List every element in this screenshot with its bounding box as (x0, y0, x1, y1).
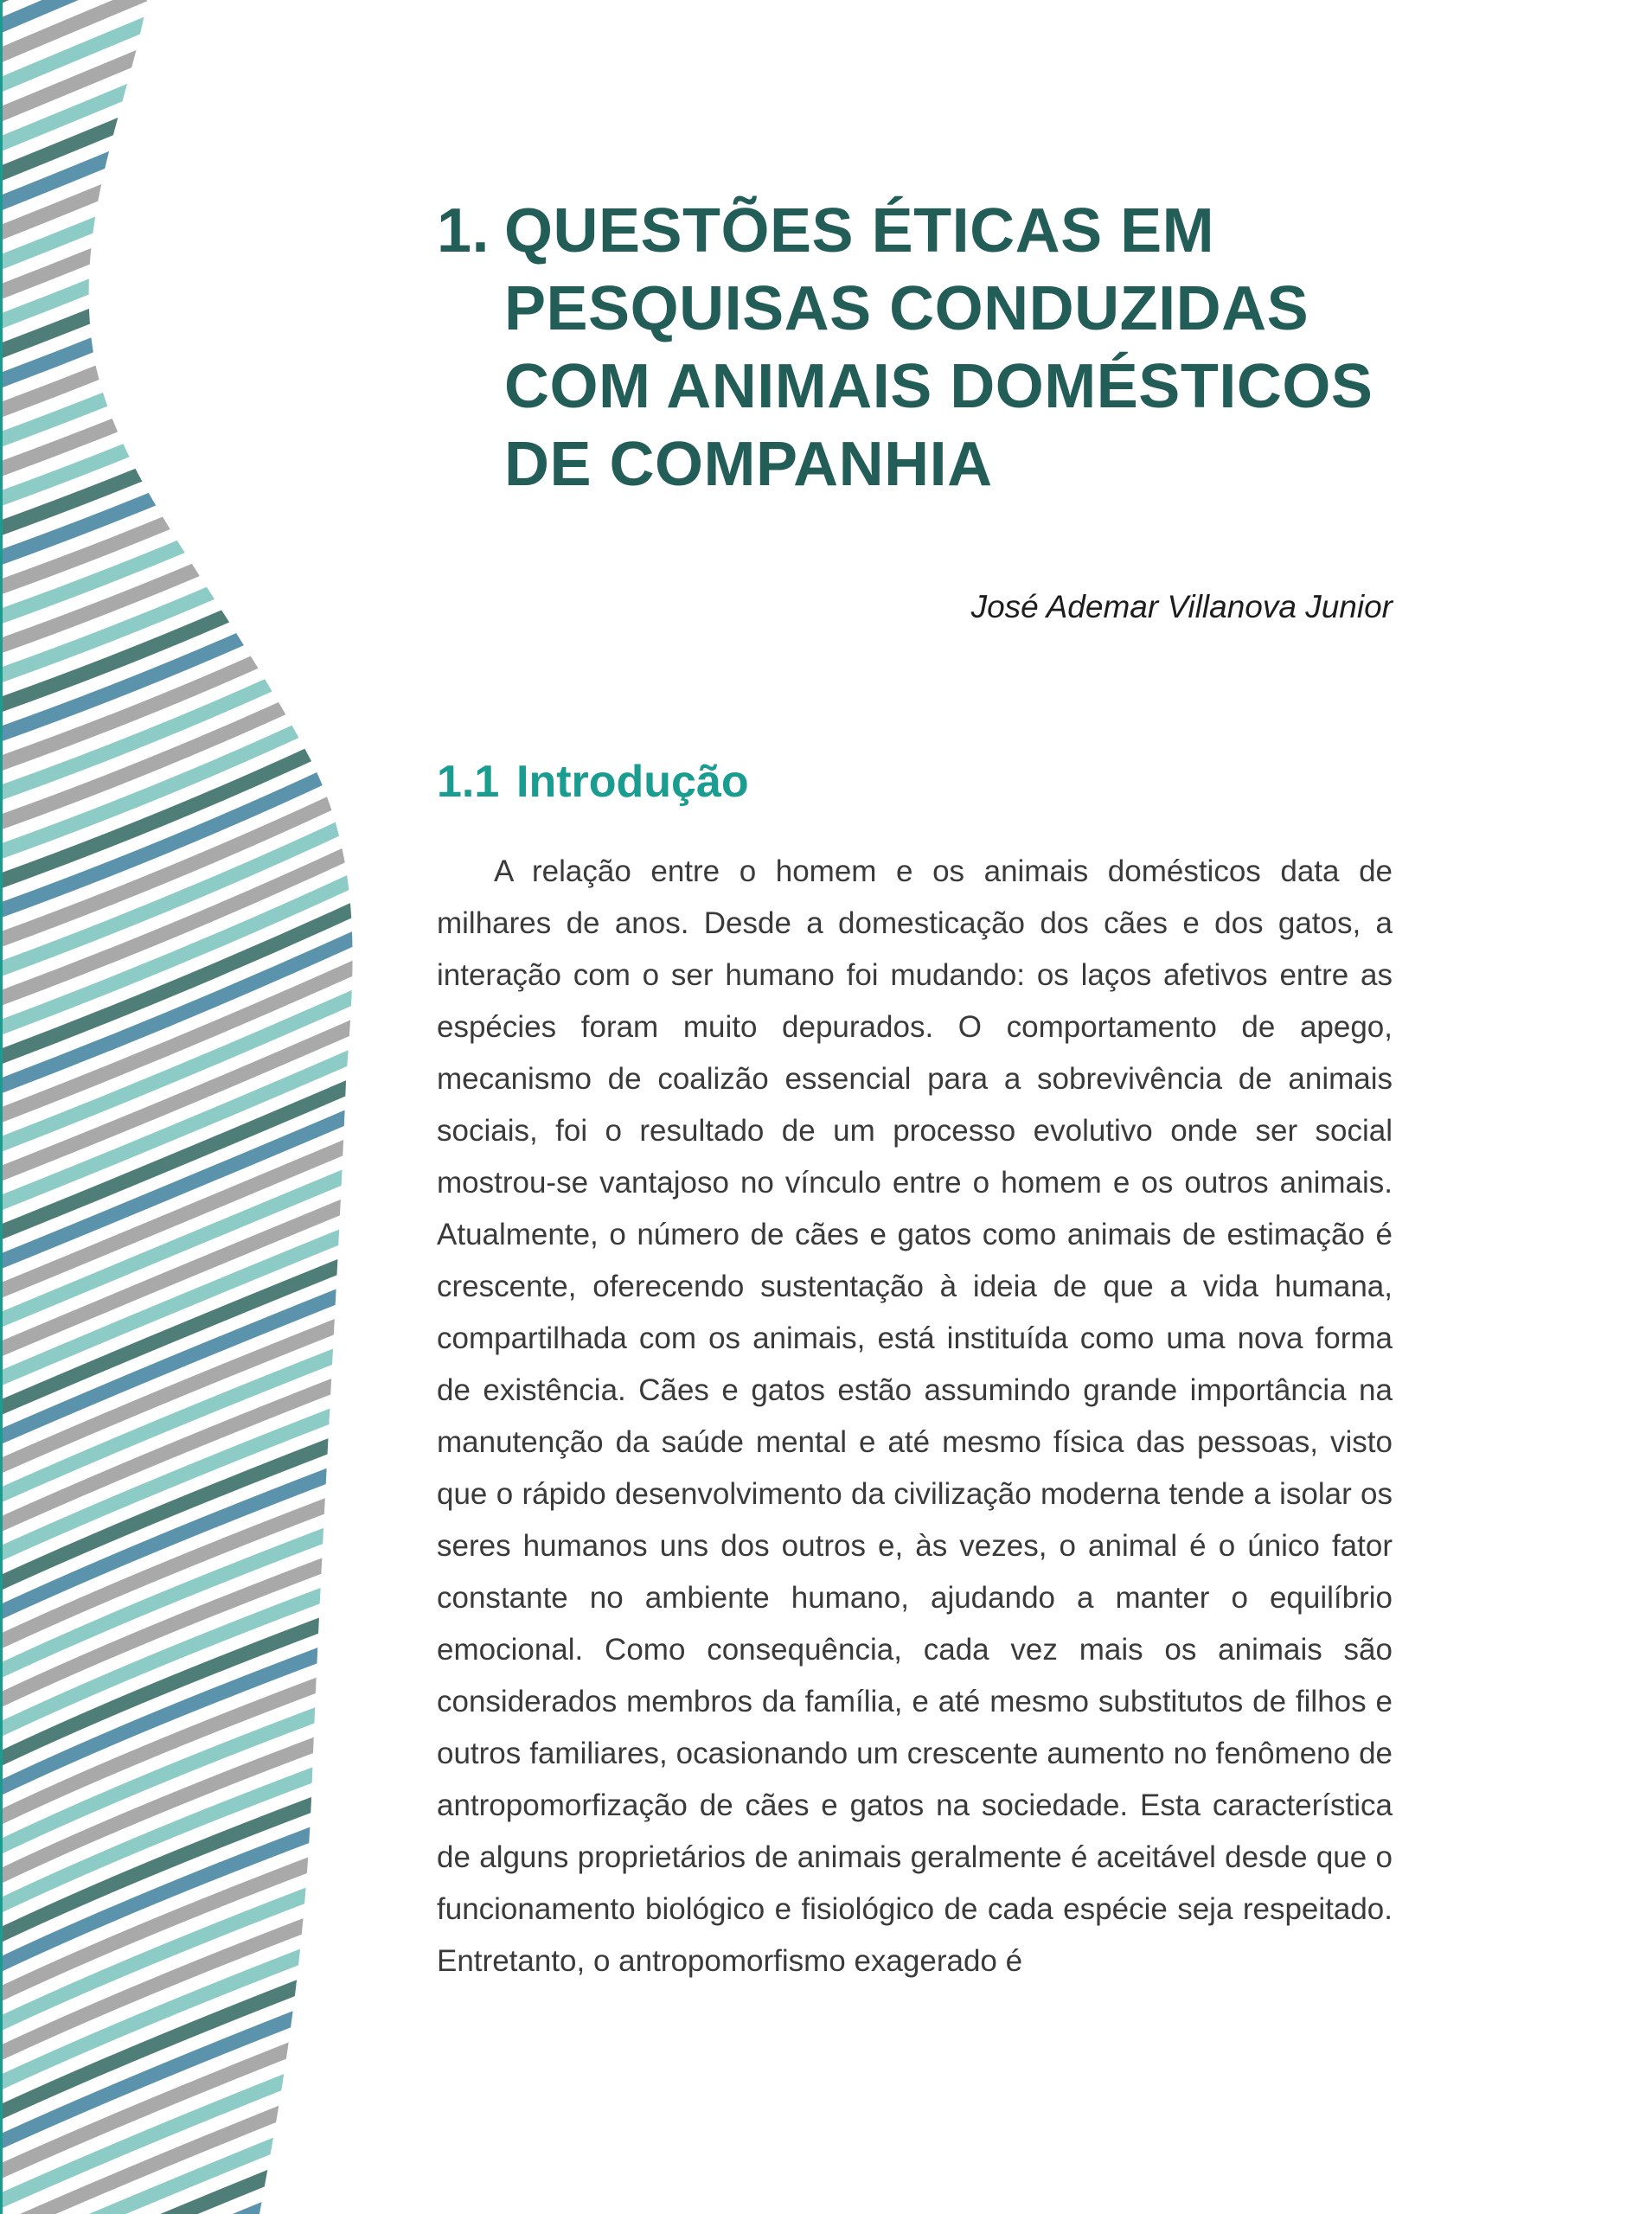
leaf-stripes-decoration (0, 0, 363, 2214)
section-heading (437, 754, 749, 809)
chapter-title (437, 192, 1431, 503)
body-paragraph: A relação entre o homem e os animais domésticos data de milhares de anos. Desde a domesticação dos cães e dos gatos, a interação com o ser humano foi mudando: os laços afetivos entre as espécies foram muito depurados. O comportamento de apego, mecanismo de coalizão essencial para a sobrevivência de animais sociais, foi o resultado de um processo evolutivo onde ser social mostrou-se vantajoso no vínculo entre o homem e os outros animais. Atualmente, o número de cães e gatos como animais de estimação é crescente, oferecendo sustentação à ideia de que a vida humana, compartilhada com os animais, está instituída como uma nova forma de existência. Cães e gatos estão assumindo grande importância na manutenção da saúde mental e até mesmo física das pessoas, visto que o rápido desenvolvimento da civilização moderna tende a isolar os seres humanos uns dos outros e, às vezes, o animal é o único fator constante no ambiente humano, ajudando a manter o equilíbrio emocional. Como consequência, cada vez mais os animais são considerados membros da família, e até mesmo substitutos de filhos e outros familiares, ocasionando um crescente aumento no fenômeno de antropomorfização de cães e gatos na sociedade. Esta característica de alguns proprietários de animais geralmente é aceitável desde que o funcionamento biológico e fisiológico de cada espécie seja respeitado. Entretanto, o antropomorfismo exagerado é (437, 854, 1393, 1978)
leaf-stripes-group (0, 0, 363, 2214)
chapter-number: 1. (437, 196, 490, 266)
section-title-text: Introdução (516, 757, 749, 807)
section-number: 1.1 (437, 757, 500, 807)
author-name: José Ademar Villanova Junior (970, 589, 1393, 624)
leaf-stripe (0, 0, 363, 48)
left-edge-line (0, 0, 3, 2214)
chapter-title-text: QUESTÕES ÉTICAS EM PESQUISAS CONDUZIDAS COM ANIMAIS DOMÉSTICOS DE COMPANHIA (504, 196, 1373, 499)
